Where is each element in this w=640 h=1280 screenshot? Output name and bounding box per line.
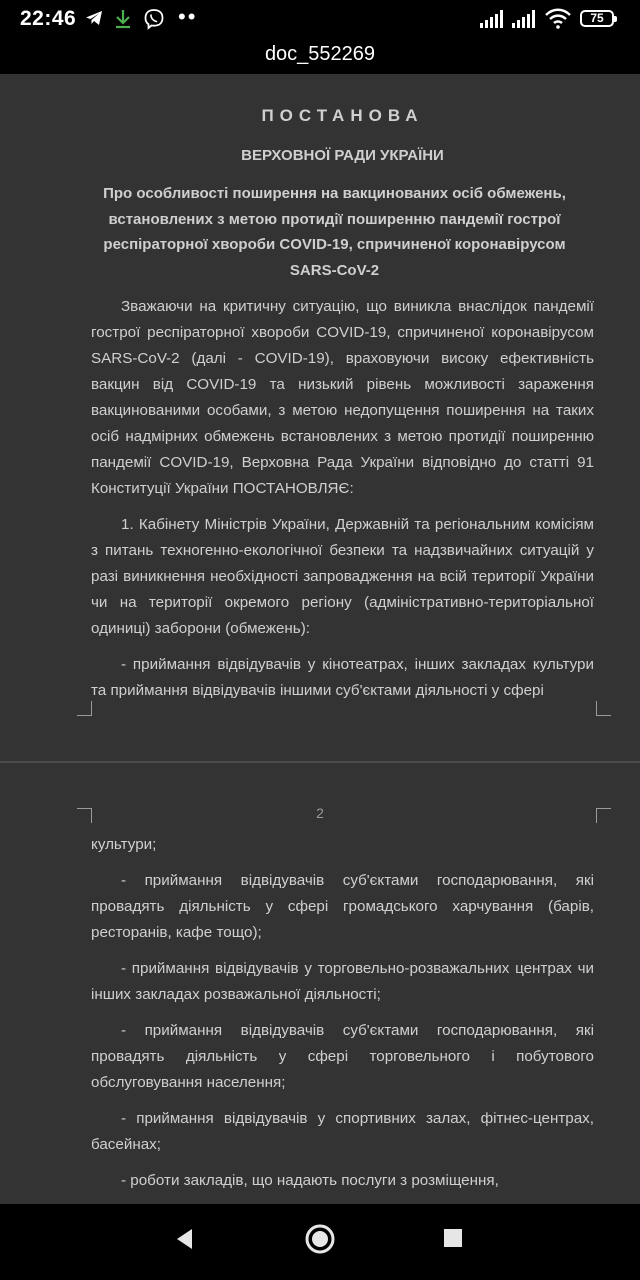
viber-icon [143, 8, 165, 35]
recents-square-icon [441, 1226, 465, 1250]
page-separator [0, 761, 640, 763]
document-viewer[interactable] [0, 74, 640, 1204]
page-number: 2 [316, 805, 324, 821]
paragraph-trade: - приймання відвідувачів суб'єктами господарювання, які провадять діяльність у сфері торговельного і побутового обслуговування населення; [91, 1022, 594, 1091]
document-subheading: ВЕРХОВНОЇ РАДИ УКРАЇНИ [241, 147, 444, 164]
paragraph-preamble: Зважаючи на критичну ситуацію, що виникла внаслідок пандемії гострої респіраторної хвороби COVID-19, спричиненої коронавірусом SARS-CoV-2 (далі - COVID-19), враховуючи високу ефективність вакцин від COVID-19 та низький рівень можливості зараження вакцинованими особами, з метою недопущення поширення на таких осіб надмірних обмежень встановлених з метою протидії поширенню пандемії COVID-19, Верховна Рада України відповідно до статті 91 Конституції України ПОСТАНОВЛЯЄ: [91, 298, 594, 497]
signal-icon-2 [512, 10, 536, 33]
paragraph-sports: - приймання відвідувачів у спортивних залах, фітнес-центрах, басейнах; [91, 1110, 594, 1153]
paragraph-cinema: - приймання відвідувачів у кінотеатрах, інших закладах культури та приймання відвідувачів іншими суб'єктами діяльності у сфері [91, 656, 594, 699]
document-title-text: Про особливості поширення на вакцинованих осіб обмежень, встановлених з метою протидії поширенню пандемії гострої респіраторної хвороби COVID-19, спричиненої коронавірусом SARS-CoV-2 [103, 185, 566, 279]
page-corner-marker [77, 701, 92, 716]
signal-icon-1 [480, 10, 504, 33]
paragraph-catering: - приймання відвідувачів суб'єктами господарювання, які провадять діяльність у сфері громадського харчування (барів, ресторанів, кафе тощо); [91, 872, 594, 941]
document-heading: ПОСТАНОВА [261, 106, 424, 125]
status-time: 22:46 [20, 7, 77, 30]
download-icon [113, 8, 133, 35]
more-notifications-icon: •• [178, 4, 198, 29]
title-bar [0, 38, 640, 74]
paragraph-entertainment: - приймання відвідувачів у торговельно-розважальних центрах чи інших закладах розважальної діяльності; [91, 960, 594, 1003]
back-button[interactable] [172, 1226, 198, 1257]
page-corner-marker [596, 701, 611, 716]
document-page-2 [0, 764, 640, 1204]
home-button[interactable] [303, 1226, 337, 1261]
wifi-icon [545, 9, 571, 34]
battery-indicator: 75 [580, 10, 614, 27]
back-triangle-icon [172, 1226, 198, 1252]
document-page-1 [0, 74, 640, 762]
navigation-bar [0, 1204, 640, 1280]
document-title: doc_552269 [264, 43, 376, 65]
telegram-icon [84, 8, 104, 33]
paragraph-continuation: культури; [91, 836, 157, 853]
page-2-content [91, 832, 594, 1230]
recents-button[interactable] [441, 1226, 465, 1255]
paragraph-item-1: 1. Кабінету Міністрів України, Державній та регіональним комісіям з питань техногенно-екологічної безпеки та надзвичайних ситуацій у разі виникнення необхідності запровадження на всій території України чи на території окремого регіону (адміністративно-територіальної одиниці) заборони (обмежень): [91, 516, 594, 637]
page-1-content [91, 74, 594, 704]
status-bar [0, 0, 640, 38]
home-circle-icon [303, 1222, 337, 1256]
paragraph-accommodation: - роботи закладів, що надають послуги з розміщення, [121, 1172, 499, 1189]
